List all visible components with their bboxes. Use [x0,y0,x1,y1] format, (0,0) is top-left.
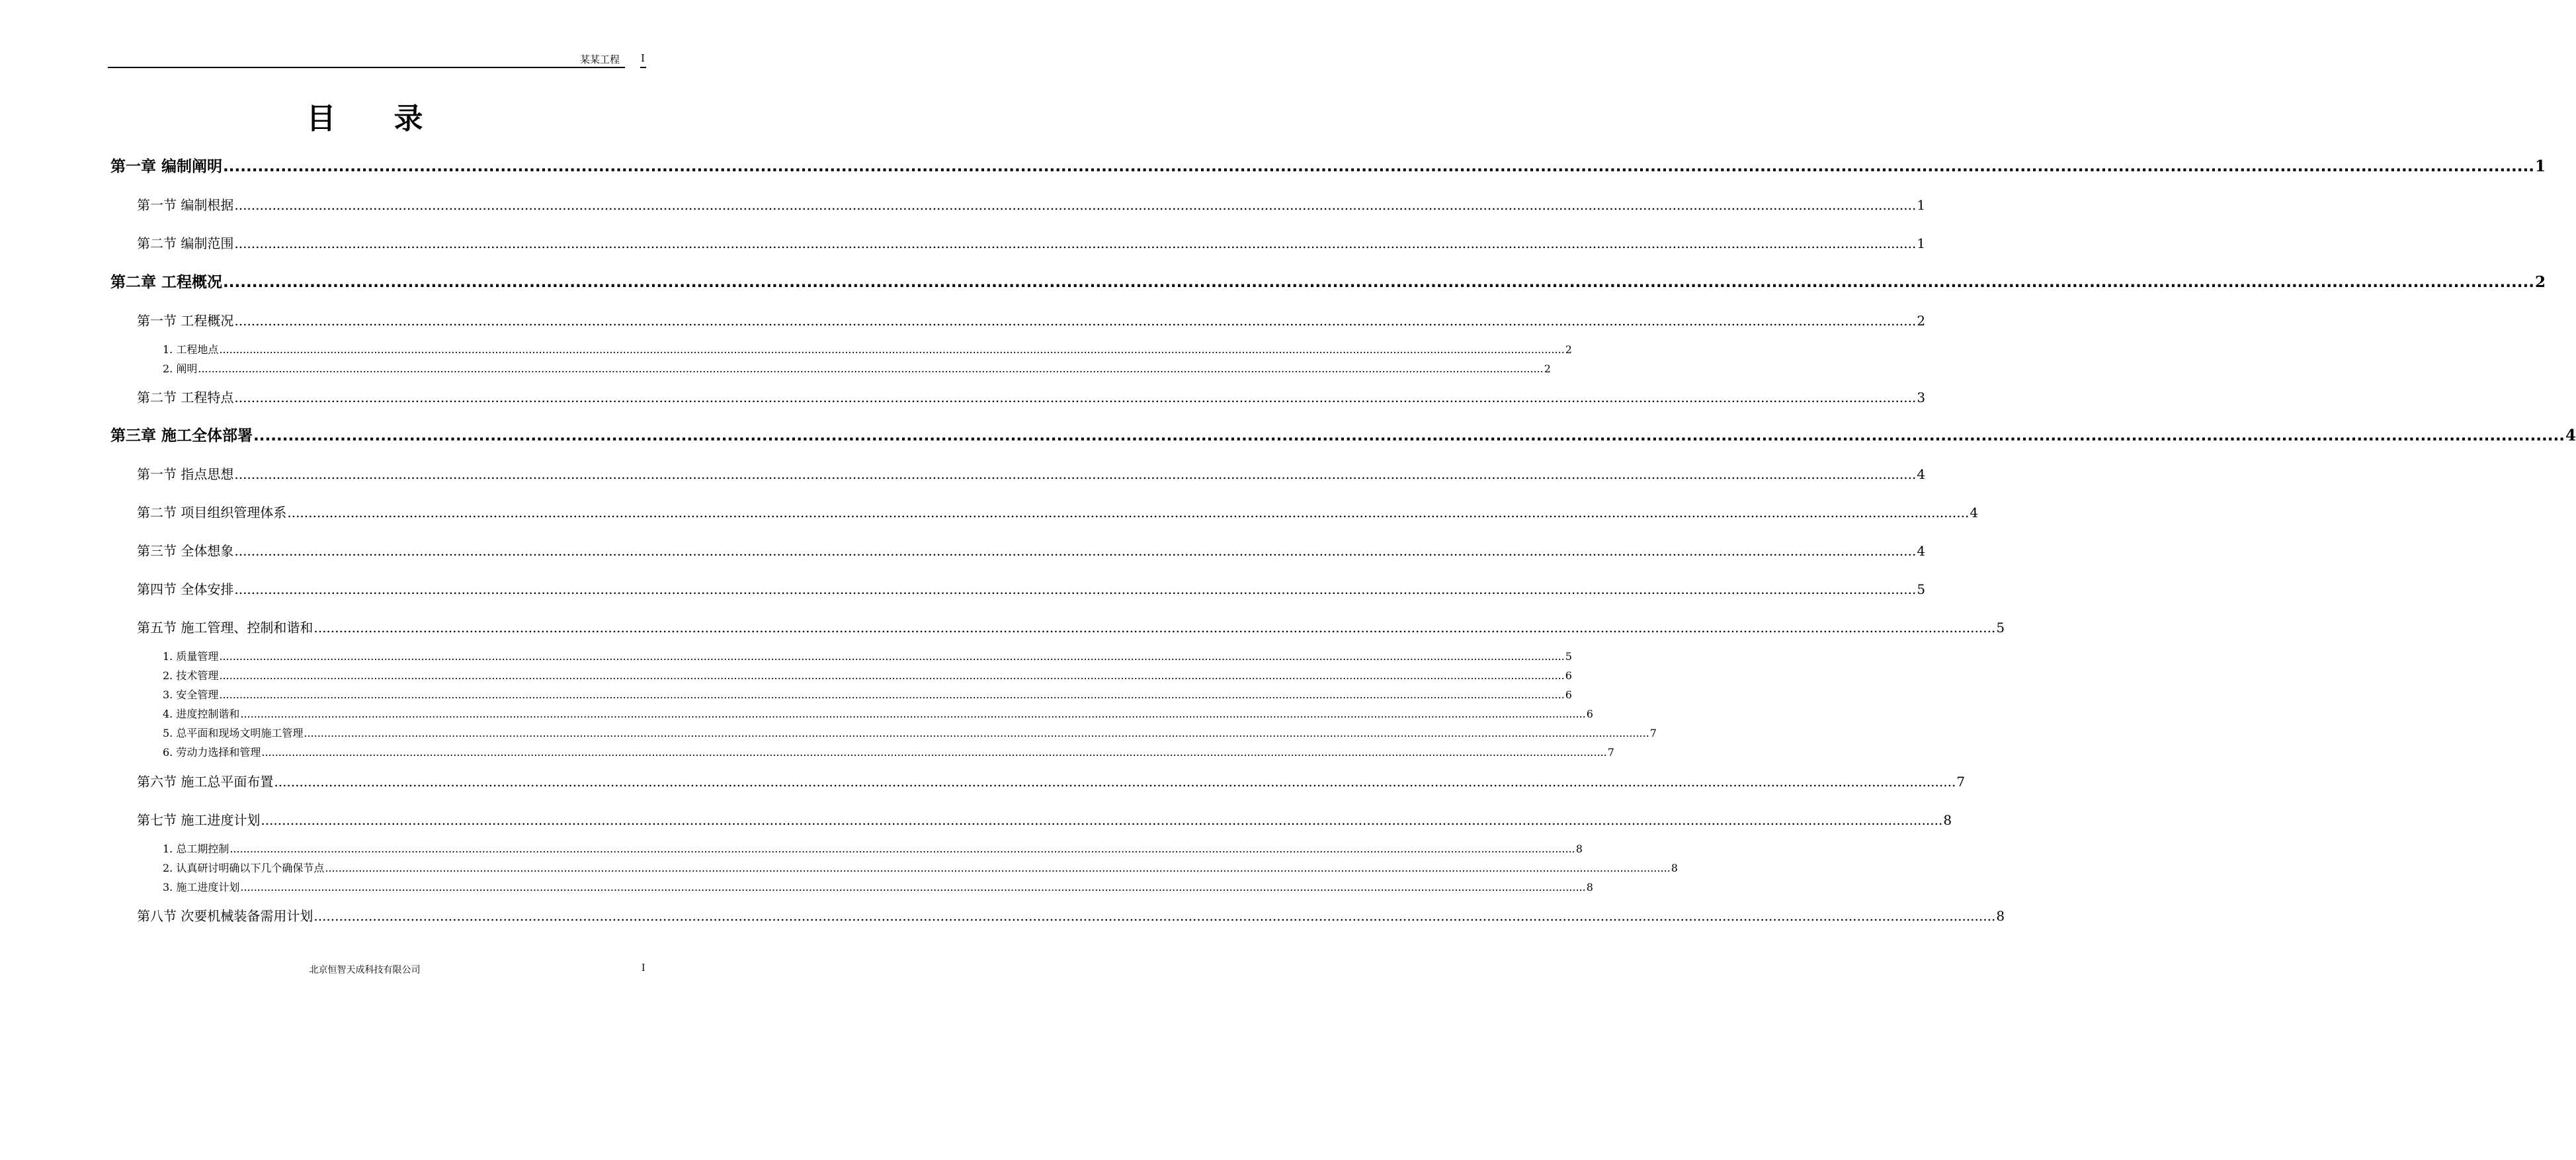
toc-entry-page: 6 [1586,708,1593,720]
toc-leader-dots: ................................................................................................................................................................................................................................................................................................................................................................................................................ [223,274,2534,291]
toc-entry-subsection[interactable] [163,725,1657,740]
toc-entry-label: 第二章 工程概况 [110,274,223,291]
toc-leader-dots: ................................................................................................................................................................................................................................................................................................................................................................................................................ [304,727,1649,739]
toc-leader-dots: ................................................................................................................................................................................................................................................................................................................................................................................................................ [274,774,1956,790]
toc-entry-label: 6. 劳动力选择和管理 [163,746,261,759]
toc-entry-subsection[interactable] [163,341,1572,356]
toc-entry-page: 7 [1649,727,1657,739]
toc-leader-dots: ................................................................................................................................................................................................................................................................................................................................................................................................................ [234,313,1917,329]
toc-entry-chapter[interactable] [110,154,2546,176]
toc-leader-dots: ................................................................................................................................................................................................................................................................................................................................................................................................................ [313,620,1996,636]
header-rule [108,67,625,68]
toc-entry-page: 8 [1943,812,1952,828]
toc-entry-page: 4 [2565,427,2576,444]
toc-entry-page: 6 [1565,688,1572,701]
toc-entry-section[interactable] [137,194,1926,214]
toc-leader-dots: ................................................................................................................................................................................................................................................................................................................................................................................................................ [234,466,1917,482]
toc-entry-section[interactable] [137,233,1926,252]
toc-entry-section[interactable] [137,310,1926,329]
toc-entry-subsection[interactable] [163,686,1572,702]
toc-entry-section[interactable] [137,502,1979,521]
toc-entry-section[interactable] [137,771,1966,790]
toc-leader-dots: ................................................................................................................................................................................................................................................................................................................................................................................................................ [219,669,1565,682]
toc-entry-page: 8 [1996,908,2005,924]
toc-leader-dots: ................................................................................................................................................................................................................................................................................................................................................................................................................ [240,881,1586,893]
toc-leader-dots: ................................................................................................................................................................................................................................................................................................................................................................................................................ [234,197,1917,213]
header-rule-page [640,67,646,68]
toc-entry-page: 7 [1607,746,1614,759]
toc-leader-dots: ................................................................................................................................................................................................................................................................................................................................................................................................................ [219,650,1565,663]
toc-entry-page: 8 [1586,881,1593,893]
toc-entry-section[interactable] [137,464,1926,483]
toc-entry-page: 5 [1917,581,1926,597]
toc-entry-label: 第三节 全体想象 [137,543,234,559]
toc-entry-label: 第一节 工程概况 [137,313,234,329]
toc-entry-label: 第一节 指点思想 [137,466,234,482]
footer-page-number: I [642,963,645,974]
toc-leader-dots: ................................................................................................................................................................................................................................................................................................................................................................................................................ [253,427,2565,444]
toc-entry-subsection[interactable] [163,841,1583,856]
toc-entry-label: 2. 认真研讨明确以下几个确保节点 [163,862,325,874]
toc-entry-label: 2. 阐明 [163,362,198,375]
toc-entry-label: 2. 技术管理 [163,669,219,682]
toc-entry-page: 8 [1575,843,1583,855]
toc-entry-label: 第八节 次要机械装备需用计划 [137,908,313,924]
toc-entry-label: 第一章 编制阐明 [110,158,223,175]
toc-entry-label: 1. 质量管理 [163,650,219,663]
toc-entry-page: 2 [1565,343,1572,356]
toc-entry-label: 3. 施工进度计划 [163,881,240,893]
toc-entry-subsection[interactable] [163,667,1572,683]
toc-entry-page: 2 [1544,362,1551,375]
toc-leader-dots: ................................................................................................................................................................................................................................................................................................................................................................................................................ [287,505,1970,520]
toc-entry-page: 1 [2534,157,2546,175]
toc-entry-section[interactable] [137,905,2005,925]
header-page-number: I [641,52,645,64]
toc-entry-subsection[interactable] [163,648,1572,663]
toc-leader-dots: ................................................................................................................................................................................................................................................................................................................................................................................................................ [325,862,1671,874]
toc-entry-page: 8 [1671,862,1678,874]
toc-entry-chapter[interactable] [110,270,2546,292]
toc-entry-subsection[interactable] [163,360,1551,376]
toc-entry-page: 4 [1917,466,1926,482]
toc-entry-label: 第四节 全体安排 [137,581,234,597]
toc-entry-label: 第二节 项目组织管理体系 [137,505,287,520]
toc-entry-label: 第七节 施工进度计划 [137,812,261,828]
toc-entry-page: 2 [1917,313,1926,329]
toc-entry-chapter[interactable] [110,423,2576,445]
toc-entry-section[interactable] [137,617,2005,636]
toc-entry-label: 5. 总平面和现场文明施工管理 [163,727,304,739]
toc-entry-section[interactable] [137,387,1926,406]
toc-leader-dots: ................................................................................................................................................................................................................................................................................................................................................................................................................ [313,908,1996,924]
toc-entry-page: 5 [1996,620,2005,636]
toc-leader-dots: ................................................................................................................................................................................................................................................................................................................................................................................................................ [234,543,1917,559]
toc-entry-label: 第六节 施工总平面布置 [137,774,274,790]
toc-entry-label: 1. 总工期控制 [163,843,229,855]
toc-entry-section[interactable] [137,540,1926,559]
toc-leader-dots: ................................................................................................................................................................................................................................................................................................................................................................................................................ [219,343,1565,356]
toc-entry-page: 6 [1565,669,1572,682]
toc-leader-dots: ................................................................................................................................................................................................................................................................................................................................................................................................................ [240,708,1586,720]
toc-entry-subsection[interactable] [163,706,1593,721]
toc-title: 目录 [306,102,481,136]
toc-entry-label: 第二节 工程特点 [137,390,234,405]
toc-entry-page: 3 [1917,390,1926,405]
toc-entry-subsection[interactable] [163,860,1678,875]
toc-entry-page: 7 [1956,774,1966,790]
toc-leader-dots: ................................................................................................................................................................................................................................................................................................................................................................................................................ [223,158,2534,175]
toc-leader-dots: ................................................................................................................................................................................................................................................................................................................................................................................................................ [229,843,1575,855]
toc-entry-page: 1 [1917,197,1926,213]
toc-entry-page: 4 [1970,505,1979,520]
toc-entry-page: 4 [1917,543,1926,559]
toc-leader-dots: ................................................................................................................................................................................................................................................................................................................................................................................................................ [198,362,1544,375]
toc-leader-dots: ................................................................................................................................................................................................................................................................................................................................................................................................................ [261,812,1943,828]
toc-entry-page: 2 [2534,273,2546,291]
toc-entry-section[interactable] [137,579,1926,598]
toc-entry-label: 1. 工程地点 [163,343,219,356]
toc-leader-dots: ................................................................................................................................................................................................................................................................................................................................................................................................................ [234,390,1917,405]
toc-entry-label: 第二节 编制范围 [137,235,234,251]
footer-company: 北京恒智天成科技有限公司 [309,965,421,975]
toc-entry-label: 第三章 施工全体部署 [110,427,253,444]
toc-leader-dots: ................................................................................................................................................................................................................................................................................................................................................................................................................ [261,746,1607,759]
toc-leader-dots: ................................................................................................................................................................................................................................................................................................................................................................................................................ [234,581,1917,597]
toc-entry-section[interactable] [137,809,1952,829]
toc-entry-label: 3. 安全管理 [163,688,219,701]
toc-entry-page: 1 [1917,235,1926,251]
toc-entry-subsection[interactable] [163,744,1614,759]
toc-entry-subsection[interactable] [163,879,1593,894]
toc-entry-page: 5 [1565,650,1572,663]
toc-entry-label: 4. 进度控制谐和 [163,708,240,720]
toc-leader-dots: ................................................................................................................................................................................................................................................................................................................................................................................................................ [219,688,1565,701]
toc-entry-label: 第一节 编制根据 [137,197,234,213]
header-title: 某某工程 [580,54,620,65]
toc-entry-label: 第五节 施工管理、控制和谐和 [137,620,313,636]
toc-leader-dots: ................................................................................................................................................................................................................................................................................................................................................................................................................ [234,235,1917,251]
